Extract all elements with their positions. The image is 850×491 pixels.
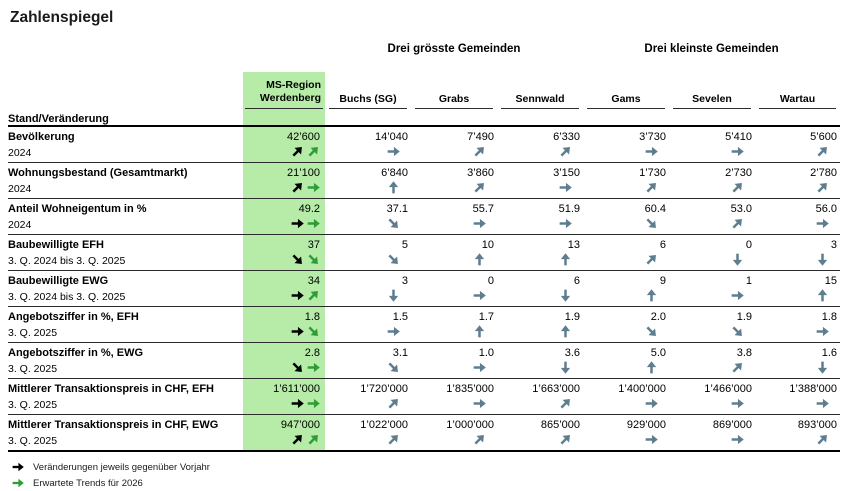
trend-down-icon xyxy=(731,253,744,266)
municipality-value: 1’400’000 xyxy=(618,383,666,395)
municipality-trend-cell xyxy=(497,288,583,307)
municipality-value: 2’780 xyxy=(810,167,838,179)
trend-down-icon xyxy=(816,253,829,266)
trend-right-icon xyxy=(291,397,304,410)
trend-down-icon xyxy=(387,289,400,302)
trend-down-right-icon xyxy=(731,325,744,338)
trend-up-right-icon xyxy=(307,433,320,446)
municipality-value: 15 xyxy=(824,275,838,287)
municipality-trend-cell xyxy=(669,360,755,379)
ms-region-line2: Werdenberg xyxy=(259,91,321,104)
ms-region-value: 2.8 xyxy=(243,343,325,361)
ms-region-value: 947’000 xyxy=(243,415,325,433)
trend-up-right-icon xyxy=(307,289,320,302)
trend-up-right-icon xyxy=(387,397,400,410)
municipality-value: 7’490 xyxy=(467,131,494,143)
municipality-value: 5.0 xyxy=(650,347,666,359)
municipality-trend-cell xyxy=(583,324,669,343)
trend-up-right-icon xyxy=(645,181,658,194)
trend-right-icon xyxy=(645,397,658,410)
municipality-trend-cell xyxy=(411,252,497,271)
trend-up-right-icon xyxy=(731,181,744,194)
municipality-value: 55.7 xyxy=(472,203,494,215)
municipality-value: 3 xyxy=(401,275,408,287)
table-row-trends xyxy=(8,396,840,415)
municipality-trend-cell xyxy=(755,360,840,379)
table-row-values xyxy=(8,307,840,325)
trend-down-icon xyxy=(559,289,572,302)
ms-region-trend-cell xyxy=(243,360,325,379)
table-row-trends xyxy=(8,216,840,235)
ms-region-trend-cell xyxy=(243,432,325,451)
municipality-value: 929’000 xyxy=(626,419,666,431)
municipality-value: 2’730 xyxy=(725,167,752,179)
row-period: 2024 xyxy=(8,180,243,199)
municipality-value: 6 xyxy=(573,275,580,287)
row-period: 3. Q. 2025 xyxy=(8,396,243,415)
trend-up-right-icon xyxy=(291,181,304,194)
municipality-value: 3.6 xyxy=(564,347,580,359)
col-header-ms-region xyxy=(243,72,325,109)
row-period: 3. Q. 2024 bis 3. Q. 2025 xyxy=(8,288,243,307)
municipality-trend-cell xyxy=(583,288,669,307)
trend-up-right-icon xyxy=(559,145,572,158)
municipality-value: 10 xyxy=(481,239,494,251)
municipality-value: 1.8 xyxy=(821,311,838,323)
municipality-trend-cell xyxy=(411,288,497,307)
trend-up-icon xyxy=(645,289,658,302)
municipality-trend-cell xyxy=(497,324,583,343)
table-row-values xyxy=(8,343,840,361)
page-title: Zahlenspiegel xyxy=(10,9,114,26)
row-label: Mittlerer Transaktionspreis in CHF, EFH xyxy=(8,383,214,395)
municipality-trend-cell xyxy=(755,180,840,199)
trend-right-icon xyxy=(731,433,744,446)
municipality-trend-cell xyxy=(755,432,840,451)
municipality-trend-cell xyxy=(411,144,497,163)
municipality-trend-cell xyxy=(411,360,497,379)
trend-right-icon xyxy=(12,461,24,473)
table-row-values xyxy=(8,415,840,433)
municipality-trend-cell xyxy=(411,324,497,343)
trend-down-right-icon xyxy=(387,361,400,374)
municipality-value: 3.1 xyxy=(392,347,408,359)
municipality-value: 3 xyxy=(830,239,838,251)
municipality-value: 51.9 xyxy=(558,203,580,215)
trend-up-icon xyxy=(559,253,572,266)
municipality-value: 1’835’000 xyxy=(446,383,494,395)
trend-right-icon xyxy=(387,145,400,158)
legend-item-yoy xyxy=(12,459,842,475)
municipality-trend-cell xyxy=(411,432,497,451)
trend-right-icon xyxy=(291,217,304,230)
trend-up-icon xyxy=(473,325,486,338)
municipality-value: 56.0 xyxy=(815,203,838,215)
municipality-trend-cell xyxy=(325,180,411,199)
municipality-trend-cell xyxy=(497,432,583,451)
municipality-value: 1.7 xyxy=(478,311,494,323)
municipality-value: 6 xyxy=(659,239,666,251)
municipality-trend-cell xyxy=(497,180,583,199)
table-row-trends xyxy=(8,324,840,343)
trend-up-right-icon xyxy=(473,433,486,446)
ms-region-value: 49.2 xyxy=(243,199,325,217)
municipality-value: 60.4 xyxy=(644,203,666,215)
trend-right-icon xyxy=(731,397,744,410)
municipality-value: 13 xyxy=(567,239,580,251)
municipality-trend-cell xyxy=(325,288,411,307)
row-label: Baubewilligte EFH xyxy=(8,239,104,251)
trend-right-icon xyxy=(12,477,24,489)
municipality-trend-cell xyxy=(411,216,497,235)
col-header-grabs: Grabs xyxy=(411,72,497,109)
municipality-trend-cell xyxy=(325,216,411,235)
row-label: Baubewilligte EWG xyxy=(8,275,109,287)
trend-down-icon xyxy=(816,361,829,374)
trend-right-icon xyxy=(645,433,658,446)
col-header-sevelen: Sevelen xyxy=(669,72,755,109)
municipality-value: 865’000 xyxy=(540,419,580,431)
trend-right-icon xyxy=(291,289,304,302)
municipality-trend-cell xyxy=(497,144,583,163)
municipality-trend-cell xyxy=(669,288,755,307)
municipality-trend-cell xyxy=(497,396,583,415)
trend-right-icon xyxy=(12,477,24,489)
municipality-value: 3’150 xyxy=(553,167,580,179)
trend-down-right-icon xyxy=(387,217,400,230)
trend-up-icon xyxy=(387,181,400,194)
row-label: Mittlerer Transaktionspreis in CHF, EWG xyxy=(8,419,219,431)
trend-right-icon xyxy=(473,289,486,302)
municipality-trend-cell xyxy=(583,144,669,163)
trend-right-icon xyxy=(12,461,24,473)
row-period: 3. Q. 2024 bis 3. Q. 2025 xyxy=(8,252,243,271)
legend-label: Veränderungen jeweils gegenüber Vorjahr xyxy=(33,461,210,473)
trend-down-right-icon xyxy=(291,253,304,266)
legend-item-2026 xyxy=(12,475,842,491)
municipality-value: 1’022’000 xyxy=(360,419,408,431)
ms-region-trend-cell xyxy=(243,180,325,199)
municipality-value: 1.9 xyxy=(564,311,580,323)
trend-up-right-icon xyxy=(816,145,829,158)
trend-up-right-icon xyxy=(473,181,486,194)
table-row-values xyxy=(8,126,840,144)
row-period: 3. Q. 2025 xyxy=(8,324,243,343)
row-label: Anteil Wohneigentum in % xyxy=(8,203,147,215)
trend-right-icon xyxy=(473,217,486,230)
municipality-value: 6’840 xyxy=(381,167,408,179)
trend-down-right-icon xyxy=(645,217,658,230)
ms-region-value: 37 xyxy=(243,235,325,253)
municipality-trend-cell xyxy=(583,432,669,451)
municipality-value: 37.1 xyxy=(386,203,408,215)
municipality-value: 1 xyxy=(745,275,752,287)
municipality-value: 1’388’000 xyxy=(789,383,838,395)
municipality-trend-cell xyxy=(497,252,583,271)
trend-right-icon xyxy=(307,181,320,194)
stand-row xyxy=(8,109,840,126)
municipality-trend-cell xyxy=(755,144,840,163)
col-header-gams: Gams xyxy=(583,72,669,109)
municipality-value: 14’040 xyxy=(374,131,408,143)
col-header-sennwald: Sennwald xyxy=(497,72,583,109)
municipality-trend-cell xyxy=(669,144,755,163)
municipality-trend-cell xyxy=(669,180,755,199)
municipality-trend-cell xyxy=(583,180,669,199)
trend-down-right-icon xyxy=(645,325,658,338)
trend-up-right-icon xyxy=(473,145,486,158)
legend-label: Erwartete Trends für 2026 xyxy=(33,477,143,489)
trend-up-right-icon xyxy=(731,361,744,374)
table-row-trends xyxy=(8,180,840,199)
row-period: 2024 xyxy=(8,216,243,235)
municipality-value: 53.0 xyxy=(730,203,752,215)
trend-up-right-icon xyxy=(291,433,304,446)
trend-right-icon xyxy=(816,397,829,410)
municipality-trend-cell xyxy=(583,360,669,379)
ms-region-trend-cell xyxy=(243,288,325,307)
municipality-value: 1.5 xyxy=(392,311,408,323)
municipality-trend-cell xyxy=(669,432,755,451)
municipality-value: 3.8 xyxy=(736,347,752,359)
trend-down-right-icon xyxy=(307,253,320,266)
ms-region-value: 1’611’000 xyxy=(243,379,325,397)
municipality-trend-cell xyxy=(325,432,411,451)
row-label: Bevölkerung xyxy=(8,131,75,143)
table-row-values xyxy=(8,379,840,397)
trend-right-icon xyxy=(559,181,572,194)
municipality-value: 1’730 xyxy=(639,167,666,179)
row-label: Angebotsziffer in %, EFH xyxy=(8,311,139,323)
row-period: 2024 xyxy=(8,144,243,163)
municipality-value: 2.0 xyxy=(650,311,666,323)
ms-region-value: 1.8 xyxy=(243,307,325,325)
municipality-value: 6’330 xyxy=(553,131,580,143)
table-row-values xyxy=(8,199,840,217)
municipality-value: 5 xyxy=(401,239,408,251)
municipality-trend-cell xyxy=(325,396,411,415)
municipality-trend-cell xyxy=(411,396,497,415)
municipality-trend-cell xyxy=(755,216,840,235)
trend-right-icon xyxy=(731,145,744,158)
ms-region-value: 34 xyxy=(243,271,325,289)
municipality-trend-cell xyxy=(325,144,411,163)
municipality-value: 1’663’000 xyxy=(532,383,580,395)
municipality-value: 1’466’000 xyxy=(704,383,752,395)
table-row-trends xyxy=(8,144,840,163)
municipality-value: 1’720’000 xyxy=(360,383,408,395)
trend-up-right-icon xyxy=(291,145,304,158)
municipality-value: 1’000’000 xyxy=(446,419,494,431)
table-row-trends xyxy=(8,288,840,307)
municipality-value: 0 xyxy=(745,239,752,251)
municipality-value: 869’000 xyxy=(712,419,752,431)
municipality-value: 9 xyxy=(659,275,666,287)
municipality-trend-cell xyxy=(669,216,755,235)
ms-region-value: 21’100 xyxy=(243,163,325,181)
trend-right-icon xyxy=(307,397,320,410)
trend-right-icon xyxy=(387,325,400,338)
municipality-trend-cell xyxy=(411,180,497,199)
trend-right-icon xyxy=(307,361,320,374)
municipality-value: 3’730 xyxy=(639,131,666,143)
trend-right-icon xyxy=(816,325,829,338)
stand-label: Stand/Veränderung xyxy=(8,109,243,126)
table-body xyxy=(8,126,840,451)
table-row-values xyxy=(8,271,840,289)
municipality-value: 1.6 xyxy=(821,347,838,359)
table-row-trends xyxy=(8,432,840,451)
trend-right-icon xyxy=(645,145,658,158)
ms-region-trend-cell xyxy=(243,252,325,271)
municipality-trend-cell xyxy=(325,252,411,271)
trend-down-right-icon xyxy=(291,361,304,374)
table-row-trends xyxy=(8,360,840,379)
zahlenspiegel-table xyxy=(8,38,840,452)
municipality-value: 0 xyxy=(487,275,494,287)
col-header-buchs: Buchs (SG) xyxy=(325,72,411,109)
column-header-row xyxy=(8,72,840,109)
trend-up-right-icon xyxy=(559,433,572,446)
trend-up-icon xyxy=(645,361,658,374)
trend-right-icon xyxy=(559,217,572,230)
group-header-smallest: Drei kleinste Gemeinden xyxy=(644,43,779,55)
row-label: Wohnungsbestand (Gesamtmarkt) xyxy=(8,167,188,179)
trend-right-icon xyxy=(473,361,486,374)
trend-right-icon xyxy=(731,289,744,302)
municipality-value: 3’860 xyxy=(467,167,494,179)
municipality-trend-cell xyxy=(755,288,840,307)
municipality-value: 893’000 xyxy=(797,419,838,431)
municipality-trend-cell xyxy=(583,216,669,235)
table-row-values xyxy=(8,163,840,181)
trend-up-icon xyxy=(816,289,829,302)
ms-region-value: 42’600 xyxy=(243,126,325,144)
municipality-trend-cell xyxy=(583,396,669,415)
municipality-value: 1.0 xyxy=(478,347,494,359)
ms-region-trend-cell xyxy=(243,216,325,235)
trend-down-right-icon xyxy=(387,253,400,266)
trend-up-right-icon xyxy=(307,145,320,158)
row-period: 3. Q. 2025 xyxy=(8,432,243,451)
table-row-values xyxy=(8,235,840,253)
trend-up-right-icon xyxy=(559,397,572,410)
municipality-value: 5’410 xyxy=(725,131,752,143)
row-label: Angebotsziffer in %, EWG xyxy=(8,347,144,359)
municipality-trend-cell xyxy=(755,324,840,343)
municipality-trend-cell xyxy=(497,216,583,235)
trend-right-icon xyxy=(816,217,829,230)
trend-up-right-icon xyxy=(731,217,744,230)
municipality-trend-cell xyxy=(755,396,840,415)
municipality-trend-cell xyxy=(669,396,755,415)
municipality-trend-cell xyxy=(325,360,411,379)
trend-down-icon xyxy=(559,361,572,374)
municipality-trend-cell xyxy=(583,252,669,271)
group-header-largest: Drei grösste Gemeinden xyxy=(387,43,521,55)
group-header-row xyxy=(8,38,840,72)
trend-right-icon xyxy=(307,217,320,230)
row-period: 3. Q. 2025 xyxy=(8,360,243,379)
trend-right-icon xyxy=(291,325,304,338)
municipality-trend-cell xyxy=(669,324,755,343)
trend-up-right-icon xyxy=(816,181,829,194)
municipality-trend-cell xyxy=(325,324,411,343)
trend-down-right-icon xyxy=(307,325,320,338)
ms-region-line1: MS-Region xyxy=(266,78,321,91)
ms-region-trend-cell xyxy=(243,324,325,343)
ms-region-trend-cell xyxy=(243,396,325,415)
trend-up-right-icon xyxy=(816,433,829,446)
municipality-value: 5’600 xyxy=(810,131,838,143)
ms-region-trend-cell xyxy=(243,144,325,163)
table-row-trends xyxy=(8,252,840,271)
municipality-trend-cell xyxy=(497,360,583,379)
municipality-trend-cell xyxy=(669,252,755,271)
legend xyxy=(12,459,842,491)
trend-up-icon xyxy=(559,325,572,338)
trend-up-right-icon xyxy=(387,433,400,446)
municipality-value: 1.9 xyxy=(736,311,752,323)
col-header-wartau: Wartau xyxy=(755,72,840,109)
trend-right-icon xyxy=(473,397,486,410)
trend-up-right-icon xyxy=(645,253,658,266)
trend-up-icon xyxy=(473,253,486,266)
municipality-trend-cell xyxy=(755,252,840,271)
